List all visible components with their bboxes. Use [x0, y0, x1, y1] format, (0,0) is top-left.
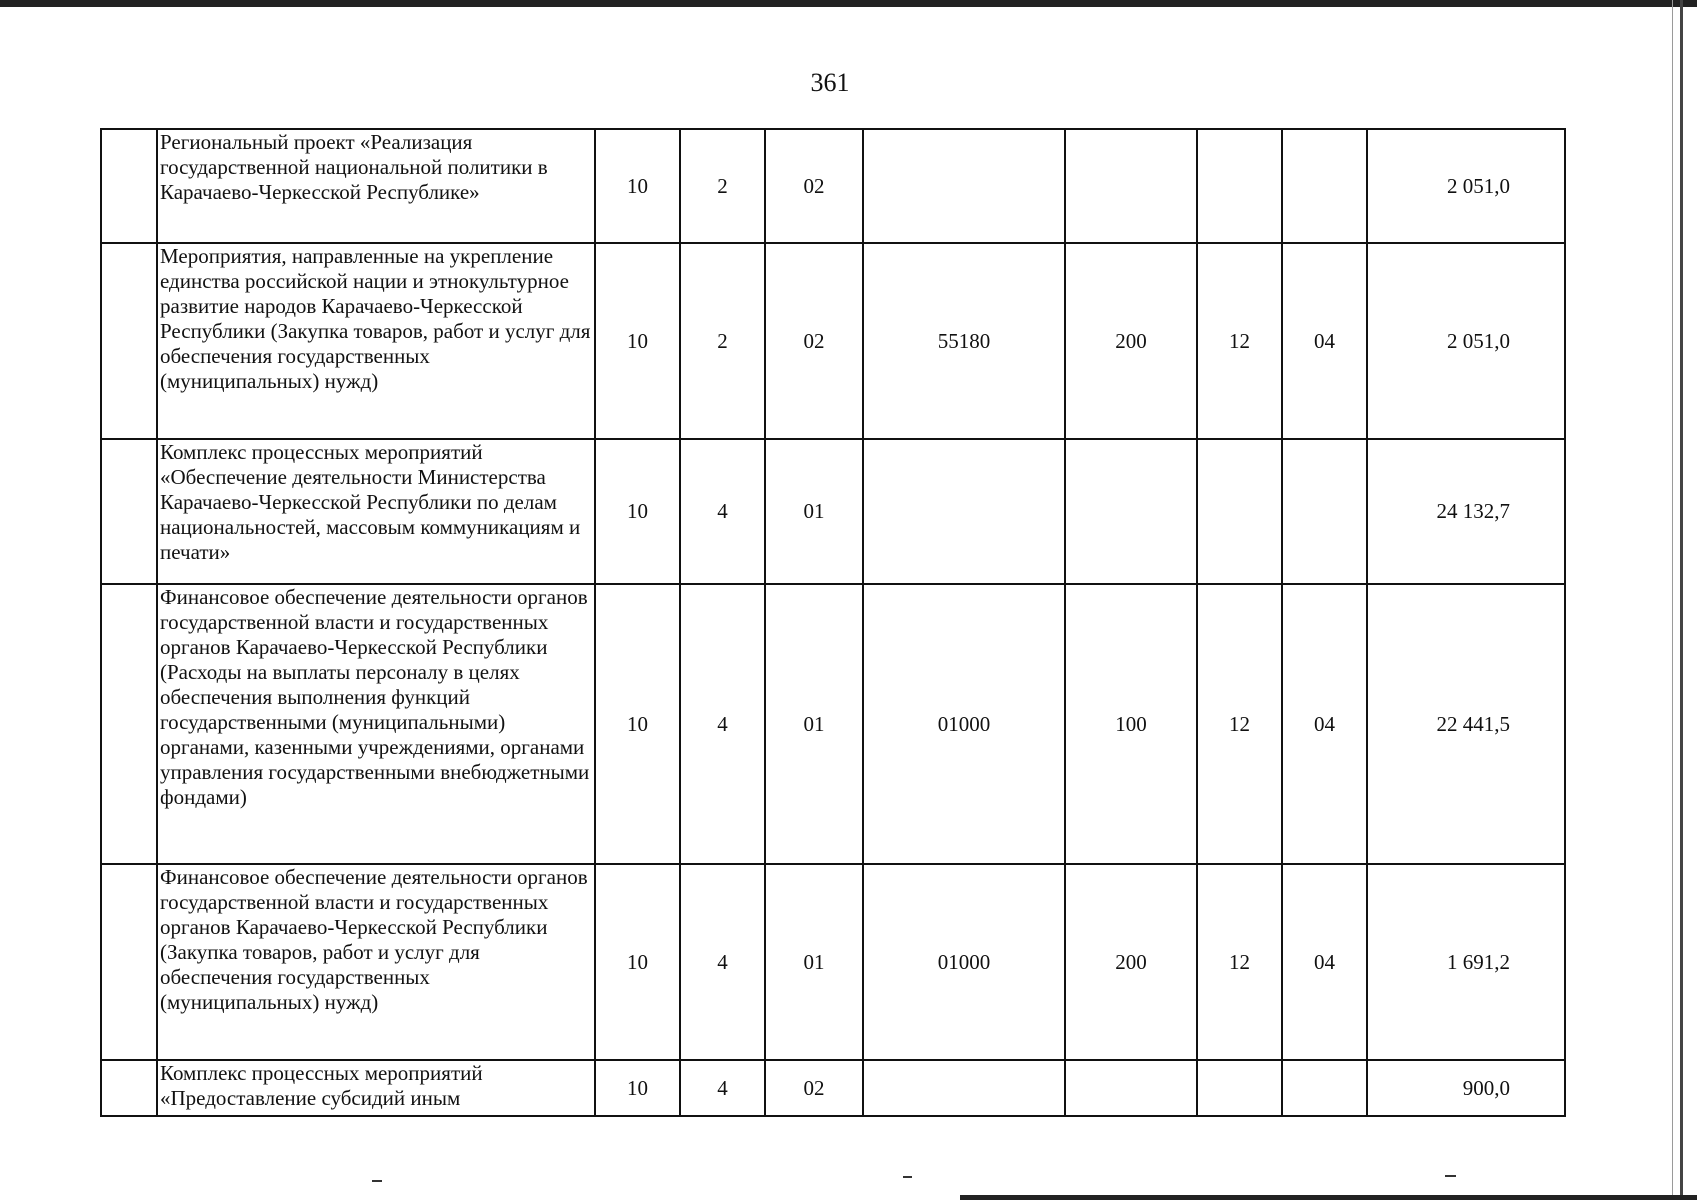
cell-code-3: 02: [765, 129, 863, 243]
table-row: [101, 1060, 1565, 1116]
cell-name: Региональный проект «Реализация государственной национальной политики в Карачаево-Черкесской Республике»: [157, 129, 595, 243]
cell-code-2: 4: [680, 864, 765, 1060]
cell-code-1: 10: [595, 129, 680, 243]
cell-name: Мероприятия, направленные на укрепление единства российской нации и этнокультурное развитие народов Карачаево-Черкесской Республики (Закупка товаров, работ и услуг для обеспечения государственных (муниципальных) нужд): [157, 243, 595, 439]
cell-code-3: 02: [765, 243, 863, 439]
cell-code-5: 100: [1065, 584, 1197, 864]
cell-code-7: [1282, 439, 1367, 584]
table-row: [101, 584, 1565, 864]
cell-code-2: 2: [680, 243, 765, 439]
cell-code-5: [1065, 1060, 1197, 1116]
cell-code-7: 04: [1282, 864, 1367, 1060]
cell-code-1: 10: [595, 864, 680, 1060]
cell-code-2: 4: [680, 1060, 765, 1116]
cell-amount: 22 441,5: [1367, 584, 1565, 864]
cell-code-1: 10: [595, 584, 680, 864]
cell-code-3: 01: [765, 584, 863, 864]
cell-amount: 900,0: [1367, 1060, 1565, 1116]
cell-code-6: 12: [1197, 864, 1282, 1060]
cell-code-6: [1197, 439, 1282, 584]
budget-table: [100, 128, 1566, 1117]
page-number: 361: [810, 68, 850, 97]
scan-edge-top: [0, 0, 1697, 7]
cell-code-1: 10: [595, 1060, 680, 1116]
scan-speck: [1445, 1175, 1456, 1177]
cell-num: [101, 864, 157, 1060]
scan-speck: [903, 1176, 912, 1178]
cell-num: [101, 439, 157, 584]
cell-code-2: 4: [680, 584, 765, 864]
cell-code-7: 04: [1282, 243, 1367, 439]
cell-code-1: 10: [595, 243, 680, 439]
cell-name: Финансовое обеспечение деятельности органов государственной власти и государственных органов Карачаево-Черкесской Республики (Расходы на выплаты персоналу в целях обеспечения выполнения функций государственными (муниципальными) органами, казенными учреждениями, органами управления государственными внебюджетными фондами): [157, 584, 595, 864]
cell-code-7: [1282, 129, 1367, 243]
cell-code-4: 01000: [863, 864, 1065, 1060]
table-row: [101, 439, 1565, 584]
cell-code-6: [1197, 129, 1282, 243]
cell-code-3: 01: [765, 864, 863, 1060]
cell-code-7: 04: [1282, 584, 1367, 864]
cell-amount: 2 051,0: [1367, 129, 1565, 243]
cell-num: [101, 584, 157, 864]
cell-name: Комплекс процессных мероприятий «Обеспечение деятельности Министерства Карачаево-Черкесской Республики по делам национальностей, массовым коммуникациям и печати»: [157, 439, 595, 584]
cell-code-6: [1197, 1060, 1282, 1116]
cell-code-6: 12: [1197, 243, 1282, 439]
cell-code-2: 4: [680, 439, 765, 584]
cell-code-5: 200: [1065, 864, 1197, 1060]
scan-edge-bottom: [960, 1195, 1697, 1200]
cell-code-6: 12: [1197, 584, 1282, 864]
scan-speck: [372, 1180, 382, 1182]
table-row: [101, 129, 1565, 243]
cell-name: Финансовое обеспечение деятельности органов государственной власти и государственных органов Карачаево-Черкесской Республики (Закупка товаров, работ и услуг для обеспечения государственных (муниципальных) нужд): [157, 864, 595, 1060]
cell-code-2: 2: [680, 129, 765, 243]
cell-code-5: 200: [1065, 243, 1197, 439]
table-row: [101, 243, 1565, 439]
cell-code-5: [1065, 129, 1197, 243]
cell-code-4: [863, 439, 1065, 584]
scan-edge-right: [1680, 0, 1683, 1200]
cell-code-4: 55180: [863, 243, 1065, 439]
cell-name: Комплекс процессных мероприятий «Предоставление субсидий иным: [157, 1060, 595, 1116]
table-row: [101, 864, 1565, 1060]
cell-num: [101, 243, 157, 439]
cell-code-1: 10: [595, 439, 680, 584]
cell-code-4: [863, 129, 1065, 243]
cell-amount: 24 132,7: [1367, 439, 1565, 584]
cell-code-3: 01: [765, 439, 863, 584]
scan-edge-right-thin: [1672, 0, 1673, 1200]
cell-amount: 1 691,2: [1367, 864, 1565, 1060]
cell-code-3: 02: [765, 1060, 863, 1116]
cell-code-4: [863, 1060, 1065, 1116]
cell-code-4: 01000: [863, 584, 1065, 864]
cell-num: [101, 129, 157, 243]
cell-num: [101, 1060, 157, 1116]
cell-code-5: [1065, 439, 1197, 584]
cell-code-7: [1282, 1060, 1367, 1116]
cell-amount: 2 051,0: [1367, 243, 1565, 439]
